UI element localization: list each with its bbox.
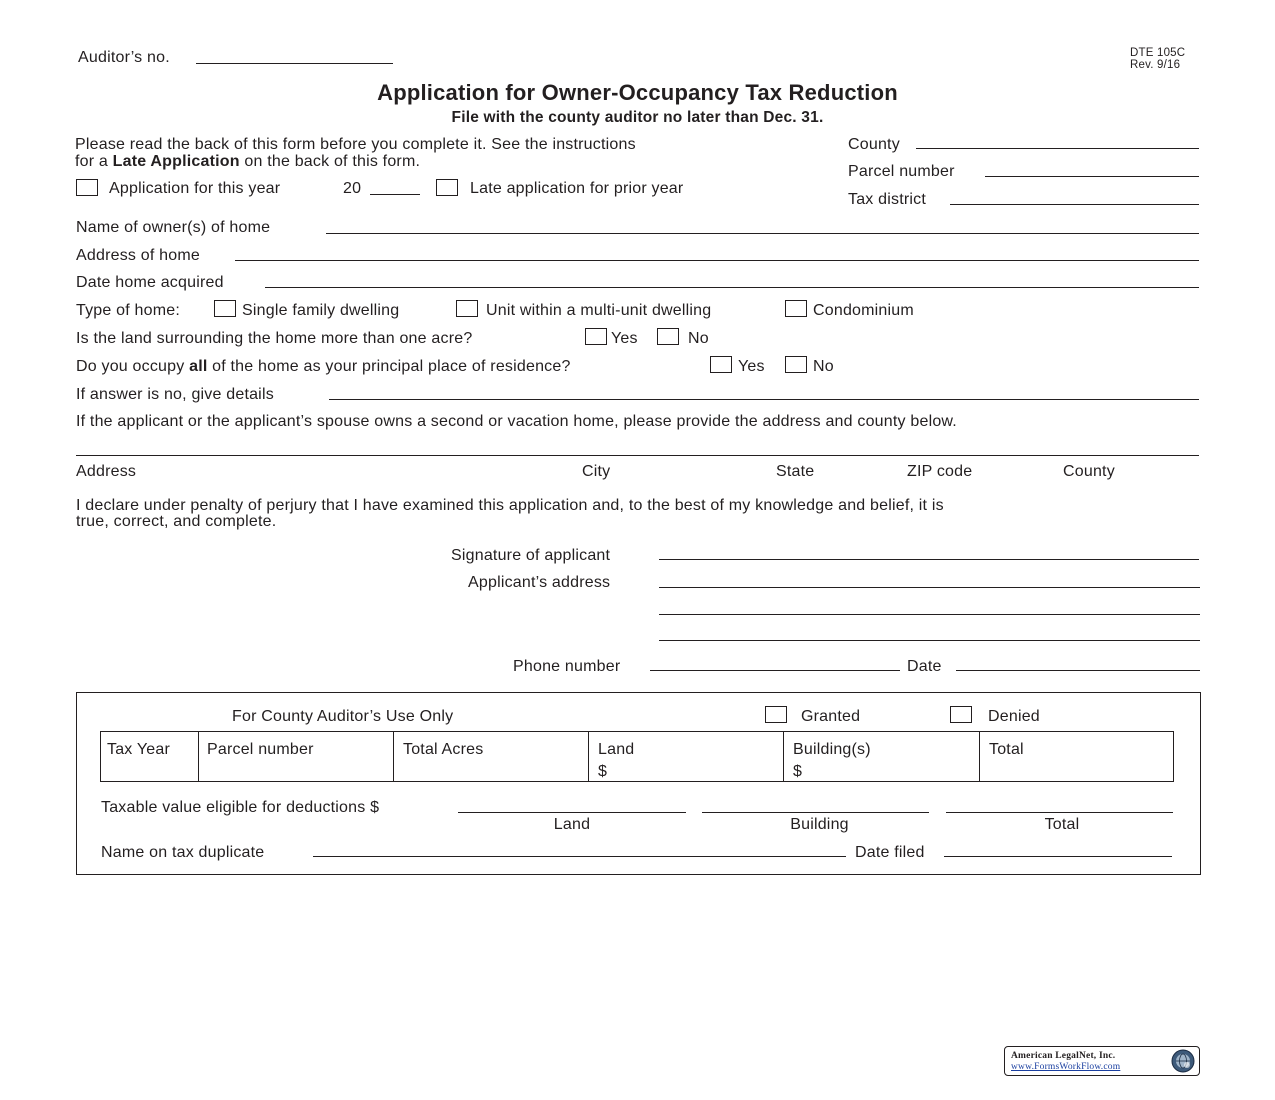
land-dollar-sign: $ — [598, 763, 608, 780]
date-field[interactable] — [956, 670, 1200, 671]
table-divider — [588, 732, 589, 781]
buildings-dollar-sign: $ — [793, 763, 803, 780]
parcel-number-label: Parcel number — [848, 163, 955, 180]
year-prefix: 20 — [343, 180, 362, 197]
table-header-total: Total — [989, 741, 1024, 758]
applicant-address-field-2[interactable] — [659, 614, 1200, 615]
applicant-address-field-3[interactable] — [659, 640, 1200, 641]
auditor-no-field[interactable] — [196, 63, 393, 64]
home-address-field[interactable] — [235, 260, 1199, 261]
condominium-label: Condominium — [813, 302, 914, 319]
globe-icon — [1171, 1049, 1195, 1073]
signature-label: Signature of applicant — [451, 547, 611, 564]
form-title: Application for Owner-Occupancy Tax Reduction — [377, 80, 898, 105]
this-year-label: Application for this year — [109, 180, 281, 197]
taxable-land-field[interactable] — [458, 812, 686, 813]
taxable-total-label: Total — [1044, 816, 1080, 833]
auditor-no-label: Auditor’s no. — [78, 49, 170, 66]
year-field[interactable] — [370, 194, 420, 195]
date-filed-label: Date filed — [855, 844, 925, 861]
declaration-line-2: true, correct, and complete. — [76, 513, 277, 530]
multi-unit-label: Unit within a multi-unit dwelling — [486, 302, 712, 319]
acre-no-label: No — [688, 330, 709, 347]
acre-no-checkbox[interactable] — [657, 328, 679, 345]
second-home-instructions: If the applicant or the applicant’s spouse owns a second or vacation home, please provide the address and county below. — [76, 413, 957, 430]
single-family-checkbox[interactable] — [214, 300, 236, 317]
taxable-total-field[interactable] — [946, 812, 1173, 813]
auditor-use-heading: For County Auditor’s Use Only — [232, 708, 454, 725]
details-field[interactable] — [329, 399, 1199, 400]
occupy-no-label: No — [813, 358, 834, 375]
table-header-tax-year: Tax Year — [107, 741, 170, 758]
table-divider — [393, 732, 394, 781]
table-header-total-acres: Total Acres — [403, 741, 484, 758]
auditor-table — [100, 731, 1174, 782]
acre-yes-label: Yes — [611, 330, 638, 347]
applicant-address-field-1[interactable] — [659, 587, 1200, 588]
late-application-checkbox[interactable] — [436, 179, 458, 196]
tax-district-label: Tax district — [848, 191, 926, 208]
details-label: If answer is no, give details — [76, 386, 274, 403]
denied-checkbox[interactable] — [950, 706, 972, 723]
taxable-building-field[interactable] — [702, 812, 929, 813]
occupy-no-checkbox[interactable] — [785, 356, 807, 373]
table-header-land: Land — [598, 741, 635, 758]
tax-district-field[interactable] — [950, 204, 1199, 205]
second-home-zip-label: ZIP code — [907, 463, 973, 480]
publisher-url[interactable]: www.FormsWorkFlow.com — [1011, 1062, 1121, 1072]
taxable-value-label: Taxable value eligible for deductions $ — [101, 799, 380, 816]
second-home-state-label: State — [776, 463, 815, 480]
intro-line-2: for a Late Application on the back of this form. — [75, 153, 421, 170]
second-home-address-label: Address — [76, 463, 137, 480]
table-divider — [979, 732, 980, 781]
multi-unit-checkbox[interactable] — [456, 300, 478, 317]
second-home-field[interactable] — [76, 455, 1199, 456]
occupy-question: Do you occupy all of the home as your principal place of residence? — [76, 358, 571, 375]
home-type-label: Type of home: — [76, 302, 180, 319]
table-divider — [783, 732, 784, 781]
tax-duplicate-name-field[interactable] — [313, 856, 846, 857]
phone-field[interactable] — [650, 670, 900, 671]
publisher-logo — [1004, 1046, 1200, 1076]
owner-name-field[interactable] — [326, 233, 1199, 234]
granted-checkbox[interactable] — [765, 706, 787, 723]
occupy-yes-checkbox[interactable] — [710, 356, 732, 373]
parcel-number-field[interactable] — [985, 176, 1199, 177]
owner-name-label: Name of owner(s) of home — [76, 219, 271, 236]
second-home-city-label: City — [582, 463, 611, 480]
publisher-name: American LegalNet, Inc. — [1011, 1051, 1116, 1061]
denied-label: Denied — [988, 708, 1040, 725]
intro-line-1: Please read the back of this form before you complete it. See the instructions — [75, 136, 636, 153]
table-header-parcel-number: Parcel number — [207, 741, 314, 758]
late-application-label: Late application for prior year — [470, 180, 684, 197]
date-acquired-label: Date home acquired — [76, 274, 224, 291]
county-label: County — [848, 136, 900, 153]
phone-label: Phone number — [513, 658, 621, 675]
this-year-checkbox[interactable] — [76, 179, 98, 196]
form-subtitle: File with the county auditor no later than Dec. 31. — [451, 109, 824, 126]
county-field[interactable] — [916, 148, 1199, 149]
acre-yes-checkbox[interactable] — [585, 328, 607, 345]
occupy-yes-label: Yes — [738, 358, 765, 375]
date-filed-field[interactable] — [944, 856, 1172, 857]
taxable-building-label: Building — [790, 816, 849, 833]
condominium-checkbox[interactable] — [785, 300, 807, 317]
taxable-land-label: Land — [553, 816, 591, 833]
table-divider — [198, 732, 199, 781]
signature-field[interactable] — [659, 559, 1199, 560]
second-home-county-label: County — [1063, 463, 1115, 480]
tax-duplicate-name-label: Name on tax duplicate — [101, 844, 265, 861]
applicant-address-label: Applicant’s address — [468, 574, 611, 591]
date-acquired-field[interactable] — [265, 287, 1199, 288]
declaration-line-1: I declare under penalty of perjury that I have examined this application and, to the best of my knowledge and belief, it is — [76, 497, 944, 514]
form-code: DTE 105C — [1130, 47, 1186, 59]
table-header-buildings: Building(s) — [793, 741, 871, 758]
form-revision: Rev. 9/16 — [1130, 59, 1181, 71]
granted-label: Granted — [801, 708, 861, 725]
date-label: Date — [907, 658, 942, 675]
acre-question: Is the land surrounding the home more than one acre? — [76, 330, 473, 347]
single-family-label: Single family dwelling — [242, 302, 400, 319]
home-address-label: Address of home — [76, 247, 200, 264]
